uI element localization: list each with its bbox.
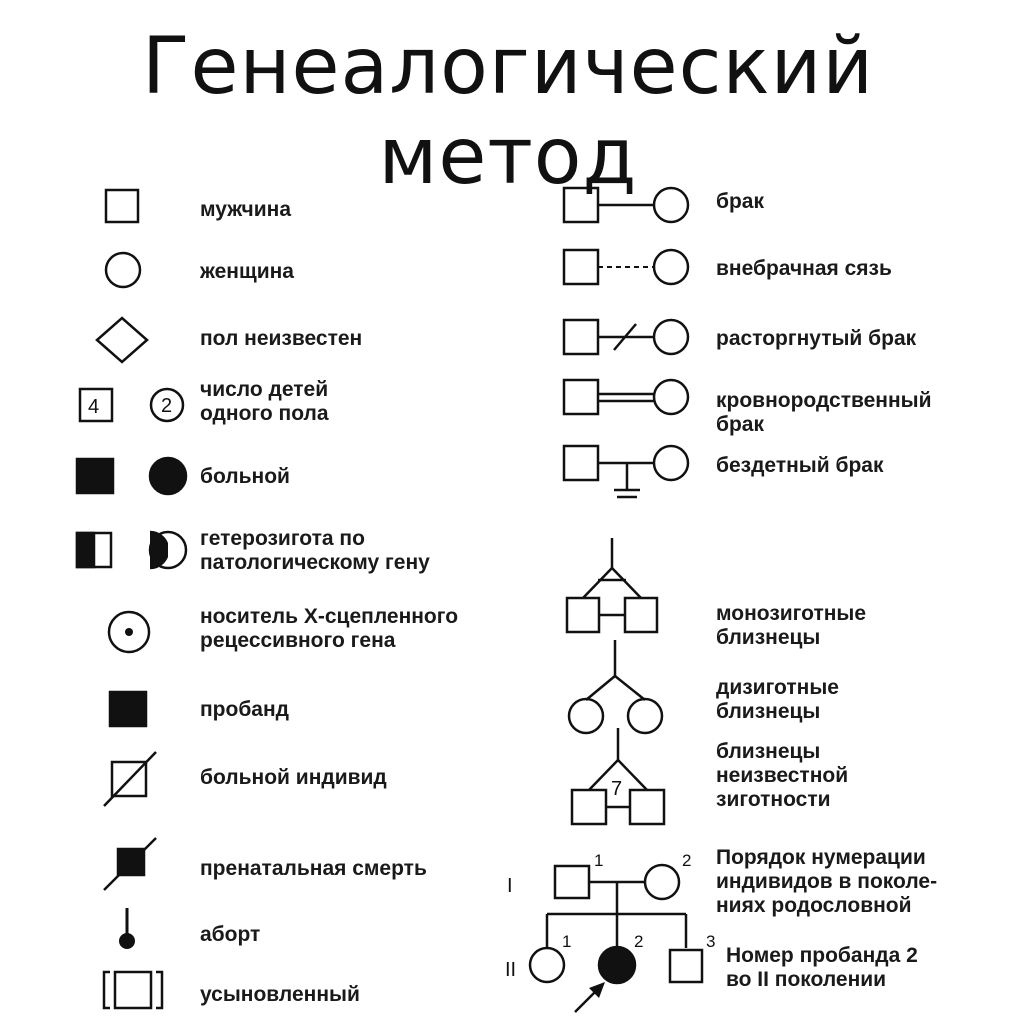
unknown-sex-diamond-symbol (97, 318, 147, 362)
ped-number-2: 2 (682, 851, 692, 870)
label-unknown-zygosity: близнецы неизвестной зиготности (716, 740, 849, 811)
label-deceased: больной индивид (200, 766, 387, 789)
ped-child-number-3: 3 (706, 932, 716, 951)
label-childless: бездетный брак (716, 454, 884, 477)
label-heterozygote: гетерозигота по патологическому гену (200, 527, 430, 574)
affected-male-symbol (77, 459, 113, 493)
prenatal-death-slash (104, 838, 156, 890)
consanguineous-male-symbol (564, 380, 598, 414)
page-title: Генеалогический метод (141, 22, 875, 202)
children-count-female-number: 2 (161, 395, 173, 417)
extramarital-male-symbol (564, 250, 598, 284)
label-adopted: усыновленный (200, 983, 360, 1006)
divorce-female-symbol (654, 320, 688, 354)
mono-twin-right-symbol (625, 598, 657, 632)
heterozygote-female-half-fill (132, 532, 168, 568)
label-affected: больной (200, 465, 290, 488)
childless-male-symbol (564, 446, 598, 480)
children-count-male-number: 4 (88, 396, 100, 418)
unk-twins-number: 7 (611, 778, 623, 800)
label-monozygotic: монозиготные близнецы (716, 602, 867, 649)
childless-female-symbol (654, 446, 688, 480)
label-x-carrier: носитель Х-сцепленного рецессивного гена (200, 605, 459, 652)
label-unknown-sex: пол неизвестен (200, 327, 363, 350)
female-circle-symbol (106, 253, 140, 287)
abortion-dot (119, 933, 135, 949)
di-twin-left-symbol (569, 699, 603, 733)
di-twin-right-symbol (628, 699, 662, 733)
label-male: мужчина (200, 198, 292, 221)
adopted-right-bracket (156, 972, 162, 1008)
mono-twin-left-symbol (567, 598, 599, 632)
ped-child-number-2: 2 (634, 932, 644, 951)
unk-twin-left-symbol (572, 790, 606, 824)
ped-child-number-1: 1 (562, 932, 572, 951)
extramarital-female-symbol (654, 250, 688, 284)
label-marriage: брак (716, 190, 764, 213)
ped-father-symbol (555, 866, 589, 898)
ped-child3-symbol (670, 950, 702, 982)
generation-two-label: II (505, 959, 517, 981)
generation-one-label: I (507, 875, 513, 897)
label-children-count: число детей одного пола (200, 378, 329, 425)
label-extramarital: внебрачная сязь (716, 257, 892, 280)
marriage-female-symbol (654, 188, 688, 222)
label-numbering: Порядок нумерации индивидов в поколе- ниях родословной (716, 846, 938, 917)
adopted-left-bracket (104, 972, 110, 1008)
divorce-male-symbol (564, 320, 598, 354)
mono-branch-right (612, 568, 641, 598)
unk-branch-right (618, 760, 647, 790)
marriage-male-symbol (564, 188, 598, 222)
di-branch-right (615, 676, 645, 700)
ped-child1-symbol (530, 948, 564, 982)
label-proband: пробанд (200, 698, 290, 721)
label-proband-number: Номер пробанда 2 во II поколении (726, 944, 918, 991)
label-abortion: аборт (200, 923, 261, 946)
heterozygote-male-half-fill (77, 533, 94, 567)
di-branch-left (586, 676, 615, 700)
ped-number-1: 1 (594, 851, 604, 870)
ped-proband-symbol (599, 947, 635, 983)
label-dizygotic: дизиготные близнецы (716, 676, 839, 723)
male-square-symbol (106, 190, 138, 222)
unk-twin-right-symbol (630, 790, 664, 824)
affected-female-symbol (150, 458, 186, 494)
label-divorce: расторгнутый брак (716, 327, 917, 350)
consanguineous-female-symbol (654, 380, 688, 414)
ped-mother-symbol (645, 865, 679, 899)
adopted-square-symbol (115, 972, 151, 1008)
label-prenatal-death: пренатальная смерть (200, 857, 427, 880)
mono-branch-left (583, 568, 612, 598)
label-consanguineous: кровнородственный брак (716, 389, 932, 436)
x-carrier-dot (125, 628, 133, 636)
proband-square-symbol (110, 692, 146, 726)
label-female: женщина (200, 260, 294, 283)
